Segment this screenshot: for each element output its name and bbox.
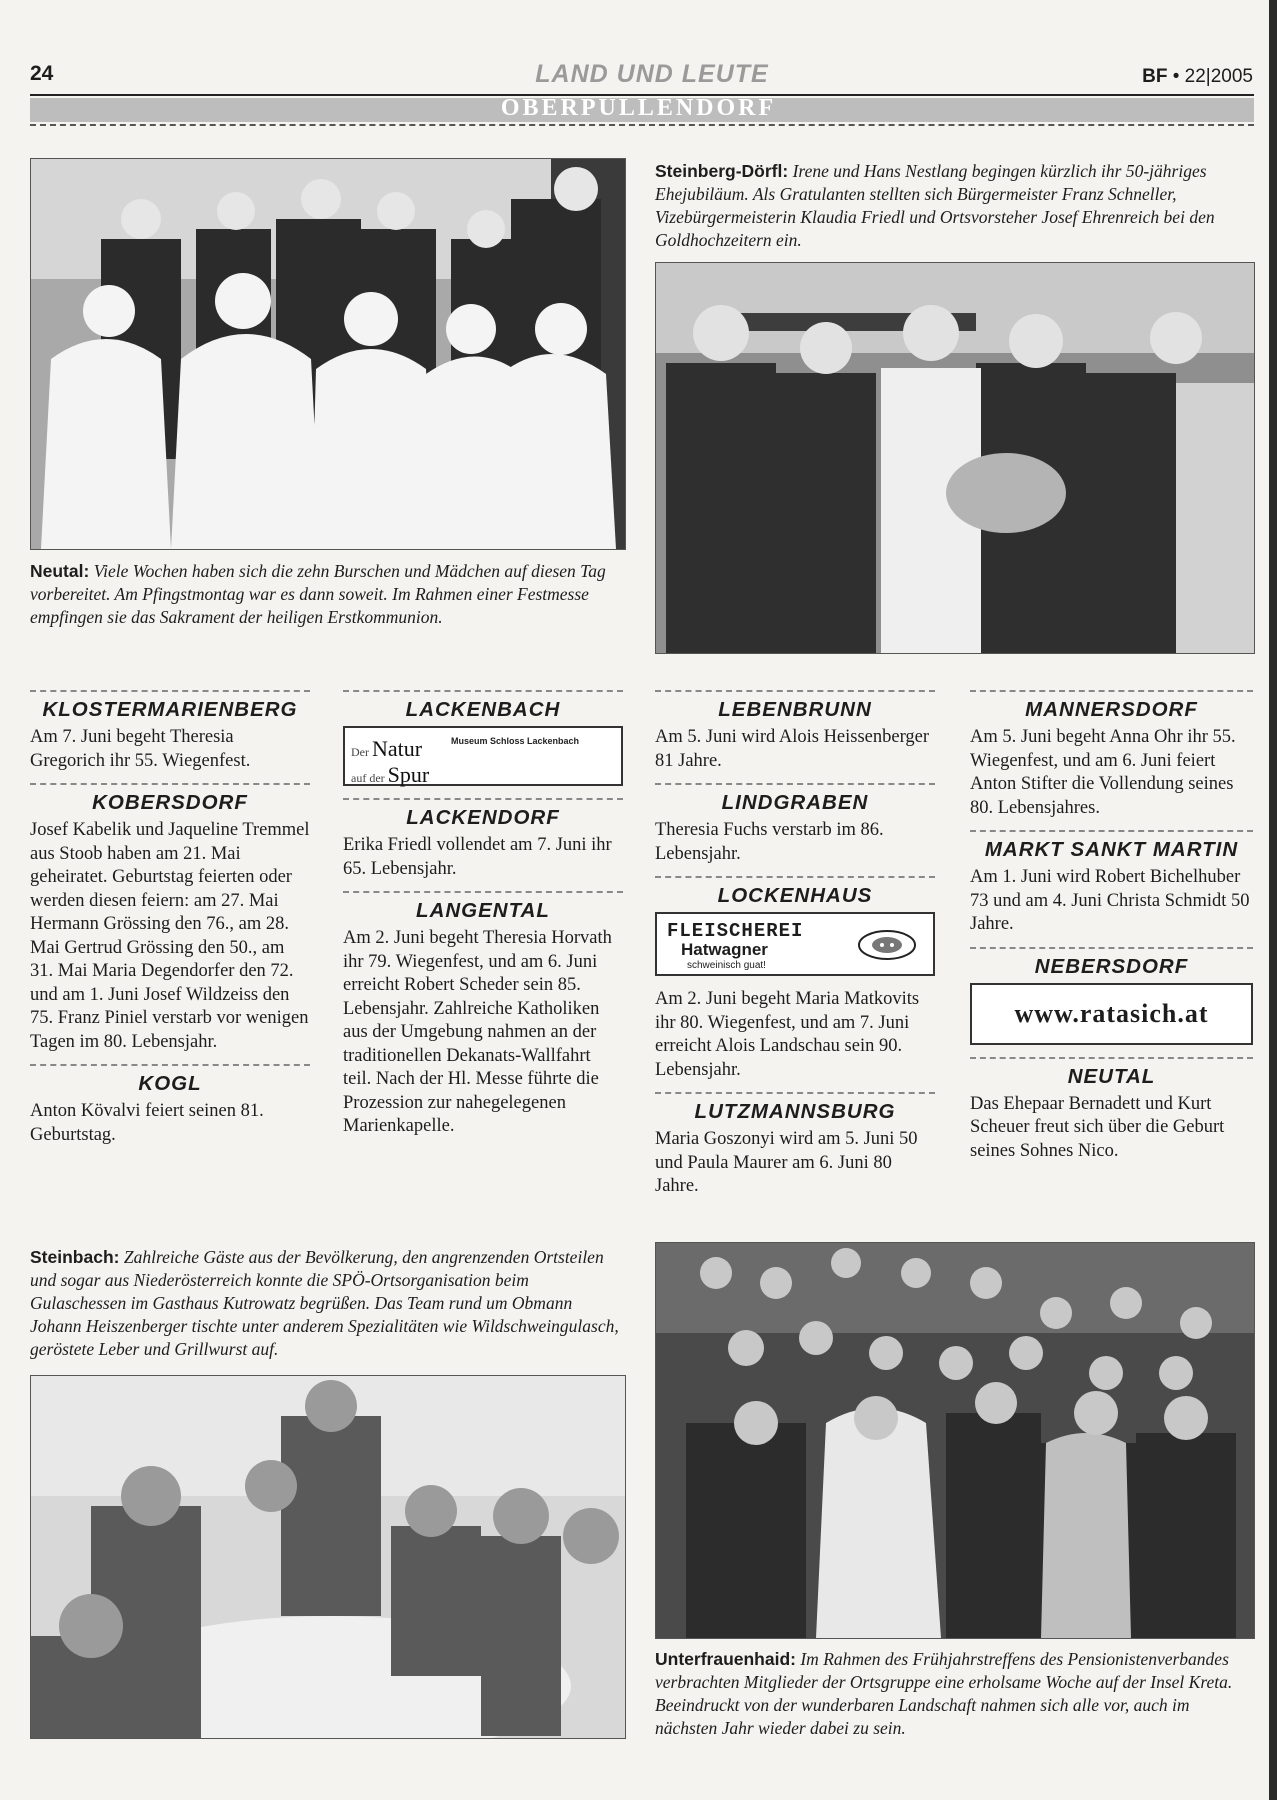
region-rule [30, 124, 1254, 126]
notice-lindgraben: Theresia Fuchs verstarb im 86. Lebensjahr. [655, 820, 884, 864]
ad-fleischerei-line1: FLEISCHEREI [667, 920, 804, 942]
region-title: OBERPULLENDORF [500, 95, 777, 121]
notice-langental: Am 2. Juni begeht Theresia Horvath ihr 79. Wiegenfest, und am 6. Juni erreicht Robert Scheder sein 85. Lebensjahr. Zahlreiche Katholiken aus der Umgebung nahmen an der traditionellen Dekanats-Wallfahrt teil. Nach der Hl. Messe führte die Prozession zur nahegelegenen Marienkapelle. [343, 928, 612, 1136]
caption-unterfrauenhaid [655, 1648, 1253, 1740]
caption-steinbach [30, 1246, 624, 1361]
page-gutter-edge [1269, 0, 1277, 1800]
pig-icon [855, 926, 919, 962]
caption-neutal [30, 560, 624, 629]
notice-lebenbrunn: Am 5. Juni wird Alois Heissenberger 81 Jahre. [655, 727, 930, 771]
heading-mannersdorf: MANNERSDORF [970, 690, 1253, 722]
publication-name: BF [1142, 66, 1168, 87]
photo-gulaschessen [30, 1375, 626, 1739]
column-4 [970, 690, 1253, 1173]
heading-lutzmannsburg: LUTZMANNSBURG [655, 1092, 935, 1124]
heading-kogl: KOGL [30, 1064, 310, 1096]
issue-number: 22|2005 [1184, 66, 1253, 87]
caption-text: Zahlreiche Gäste aus der Bevölkerung, den angrenzenden Ortsteilen und sogar aus Niederösterreich konnte die SPÖ-Ortsorganisation beim Gulaschessen im Gasthaus Kutrowatz begrüßen. Das Team rund um Obmann Johann Heiszenberger tischte unter anderem Spezialitäten wie Wildschweingulasch, geröstete Leber und Grillwurst auf. [30, 1247, 619, 1359]
page-number: 24 [30, 62, 54, 85]
heading-lackendorf: LACKENDORF [343, 798, 623, 830]
section-title: LAND UND LEUTE [535, 60, 769, 88]
caption-text: Im Rahmen des Frühjahrstreffens des Pensionistenverbandes verbrachten Mitglieder der Ortsgruppe eine erholsame Woche auf der Insel Kreta. Beeindruckt von der wunderbaren Landschaft nahmen sich alle vor, auch im nächsten Jahr wieder dabei zu sein. [655, 1649, 1233, 1738]
notice-kogl: Anton Kövalvi feiert seinen 81. Geburtstag. [30, 1101, 264, 1145]
ad-ratasich[interactable]: www.ratasich.at [970, 983, 1253, 1045]
caption-place: Steinberg-Dörfl: [655, 161, 789, 181]
heading-neutal: NEUTAL [970, 1057, 1253, 1089]
heading-markt-sankt-martin: MARKT SANKT MARTIN [970, 830, 1253, 862]
natur-logo: Der Natur auf der Spur [351, 736, 430, 787]
ad-natur-auf-der-spur[interactable] [343, 726, 623, 786]
caption-text: Irene und Hans Nestlang begingen kürzlich ihr 50-jähriges Ehejubiläum. Als Gratulanten stellten sich Bürgermeister Franz Schneller, Vizebürgermeisterin Klaudia Friedl und Ortsvorsteher Josef Ehrenreich bei den Goldhochzeitern ein. [655, 161, 1215, 250]
caption-place: Neutal: [30, 561, 90, 581]
heading-lebenbrunn: LEBENBRUNN [655, 690, 935, 722]
caption-place: Steinbach: [30, 1247, 120, 1267]
notice-lockenhaus: Am 2. Juni begeht Maria Matkovits ihr 80. Wiegenfest, und am 7. Juni erreicht Alois Landschau sein 90. Lebensjahr. [655, 989, 920, 1080]
photo-golden-wedding [655, 262, 1255, 654]
heading-nebersdorf: NEBERSDORF [970, 947, 1253, 979]
heading-lindgraben: LINDGRABEN [655, 783, 935, 815]
heading-kobersdorf: KOBERSDORF [30, 783, 310, 815]
photo-neutal-communion [30, 158, 626, 550]
column-2 [343, 690, 623, 1149]
heading-lackenbach: LACKENBACH [343, 690, 623, 722]
notice-neutal: Das Ehepaar Bernadett und Kurt Scheuer freut sich über die Geburt seines Sohnes Nico. [970, 1093, 1225, 1161]
heading-klostermarienberg: KLOSTERMARIENBERG [30, 690, 310, 722]
caption-text: Viele Wochen haben sich die zehn Burschen und Mädchen auf diesen Tag vorbereitet. Am Pfingstmontag war es dann soweit. Im Rahmen einer Festmesse empfingen sie das Sakrament der heiligen Erstkommunion. [30, 561, 606, 627]
heading-langental: LANGENTAL [343, 891, 623, 923]
notice-markt-sankt-martin: Am 1. Juni wird Robert Bichelhuber 73 und am 4. Juni Christa Schmidt 50 Jahre. [970, 867, 1250, 934]
ad-fleischerei-slogan: schweinisch guat! [687, 960, 766, 971]
issue-info [1142, 66, 1253, 88]
bullet: • [1172, 66, 1180, 87]
column-3 [655, 690, 935, 1209]
notice-lutzmannsburg: Maria Goszonyi wird am 5. Juni 50 und Paula Maurer am 6. Juni 80 Jahre. [655, 1129, 918, 1196]
ad-fleischerei-line2: Hatwagner [681, 940, 768, 959]
notice-kobersdorf: Josef Kabelik und Jaqueline Tremmel aus Stoob haben am 21. Mai geheiratet. Geburtstag feierten oder werden diesen feiern: am 27. Mai Hermann Grössing den 76., am 28. Mai Gertrud Grössing den 50., am 31. Mai Maria Degendorfer den 72. und am 1. Juni Josef Wildzeiss den 75. Franz Piniel verstarb vor wenigen Tagen im 80. Lebensjahr. [30, 820, 310, 1052]
caption-place: Unterfrauenhaid: [655, 1649, 796, 1669]
column-1 [30, 690, 310, 1157]
photo-pensionisten-kreta [655, 1242, 1255, 1639]
notice-lackendorf: Erika Friedl vollendet am 7. Juni ihr 65. Lebensjahr. [343, 835, 612, 879]
notice-mannersdorf: Am 5. Juni begeht Anna Ohr ihr 55. Wiegenfest, und am 6. Juni feiert Anton Stifter die Vollendung seines 80. Lebensjahres. [970, 727, 1236, 818]
museum-label: Museum Schloss Lackenbach [451, 736, 580, 746]
ad-fleischerei-hatwagner[interactable] [655, 912, 935, 976]
caption-steinberg [655, 160, 1253, 252]
notice-klostermarienberg: Am 7. Juni begeht Theresia Gregorich ihr 55. Wiegenfest. [30, 727, 251, 771]
heading-lockenhaus: LOCKENHAUS [655, 876, 935, 908]
